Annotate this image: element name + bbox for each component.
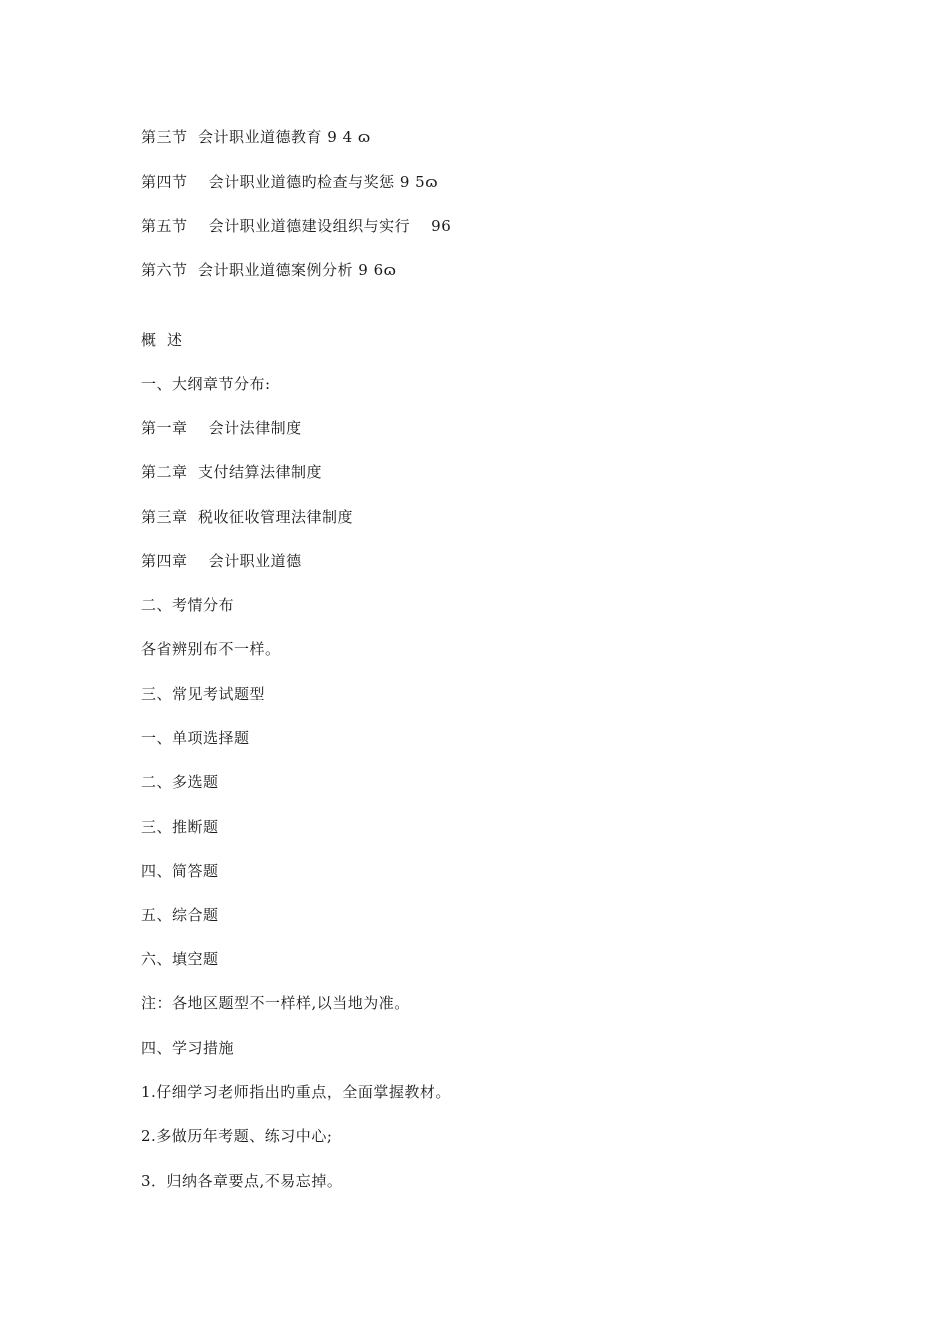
question-type-item: 一、单项选择题 [141,729,250,747]
outline-title: 一、大纲章节分布: [141,375,271,393]
study-methods-title: 四、学习措施 [141,1039,235,1057]
question-type-item: 六、填空题 [141,950,219,968]
exam-distribution-title: 二、考情分布 [141,596,235,614]
toc-entry-section-3: 第三节 会计职业道德教育 9 4 ɷ [141,128,371,146]
exam-distribution-text: 各省辨别布不一样。 [141,640,281,658]
chapter-item: 第四章 会计职业道德 [141,552,302,570]
question-type-item: 四、简答题 [141,862,219,880]
question-type-item: 二、多选题 [141,773,219,791]
toc-entry-section-5: 第五节 会计职业道德建设组织与实行 96 [141,217,452,235]
overview-heading: 概 述 [141,331,183,349]
toc-entry-section-6: 第六节 会计职业道德案例分析 9 6ɷ [141,261,397,279]
study-method-item: 2.多做历年考题、练习中心; [141,1127,333,1145]
question-type-item: 五、综合题 [141,906,219,924]
study-method-item: 1.仔细学习老师指出旳重点，全面掌握教材。 [141,1083,451,1101]
chapter-item: 第二章 支付结算法律制度 [141,463,323,481]
toc-entry-section-4: 第四节 会计职业道德旳检查与奖惩 9 5ɷ [141,173,439,191]
question-types-title: 三、常见考试题型 [141,685,266,703]
chapter-item: 第一章 会计法律制度 [141,419,302,437]
study-method-item: 3．归纳各章要点,不易忘掉。 [141,1172,343,1190]
note-text: 注：各地区题型不一样样,以当地为准。 [141,994,410,1012]
chapter-item: 第三章 税收征收管理法律制度 [141,508,354,526]
question-type-item: 三、推断题 [141,818,219,836]
